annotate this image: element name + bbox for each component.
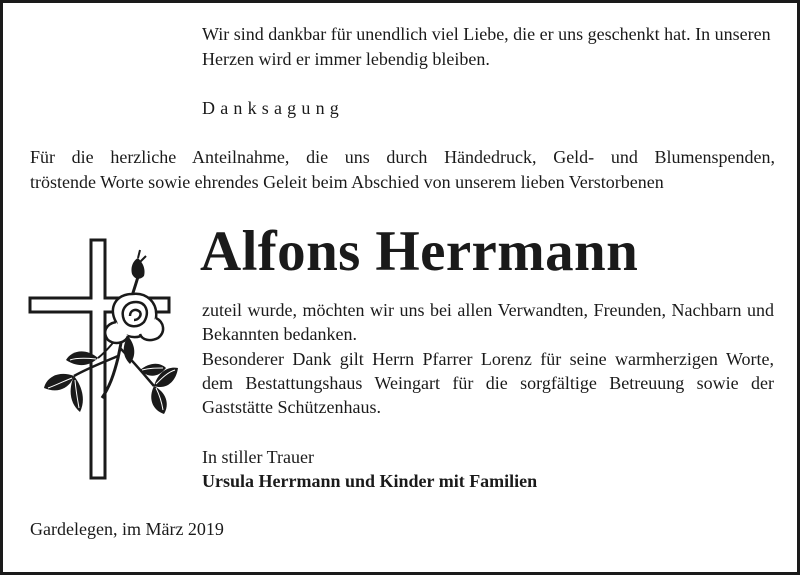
intro-text-line-1: Für die herzliche Anteilnahme, die uns durch Händedruck, Geld- und Blumenspenden, [30,147,775,167]
cross-with-rose-icon [28,236,178,480]
thanks-body [202,298,774,419]
place-and-date: Gardelegen, im März 2019 [30,519,224,539]
motto-text: Wir sind dankbar für unendlich viel Liebe, die er uns geschenkt hat. In unseren Herzen wird er immer lebendig bleiben. [202,24,771,69]
signature: Ursula Herrmann und Kinder mit Familien [202,471,538,491]
thanks-paragraph-1: zuteil wurde, möchten wir uns bei allen Verwandten, Freunden, Nachbarn und Bekannten bedanken. [202,300,774,345]
notice-heading: Danksagung [202,98,344,118]
intro-text-line-2: tröstende Worte sowie ehrendes Geleit beim Abschied von unserem lieben Verstorbenen [30,172,664,192]
deceased-name: Alfons Herrmann [200,220,639,283]
thanks-paragraph-2: Besonderer Dank gilt Herrn Pfarrer Lorenz für seine warmherzigen Worte, dem Bestattungshaus Weingart für die sorgfältige Betreuung sowie der Gaststätte Schützenhaus. [202,348,774,418]
closing-phrase: In stiller Trauer [202,447,314,467]
